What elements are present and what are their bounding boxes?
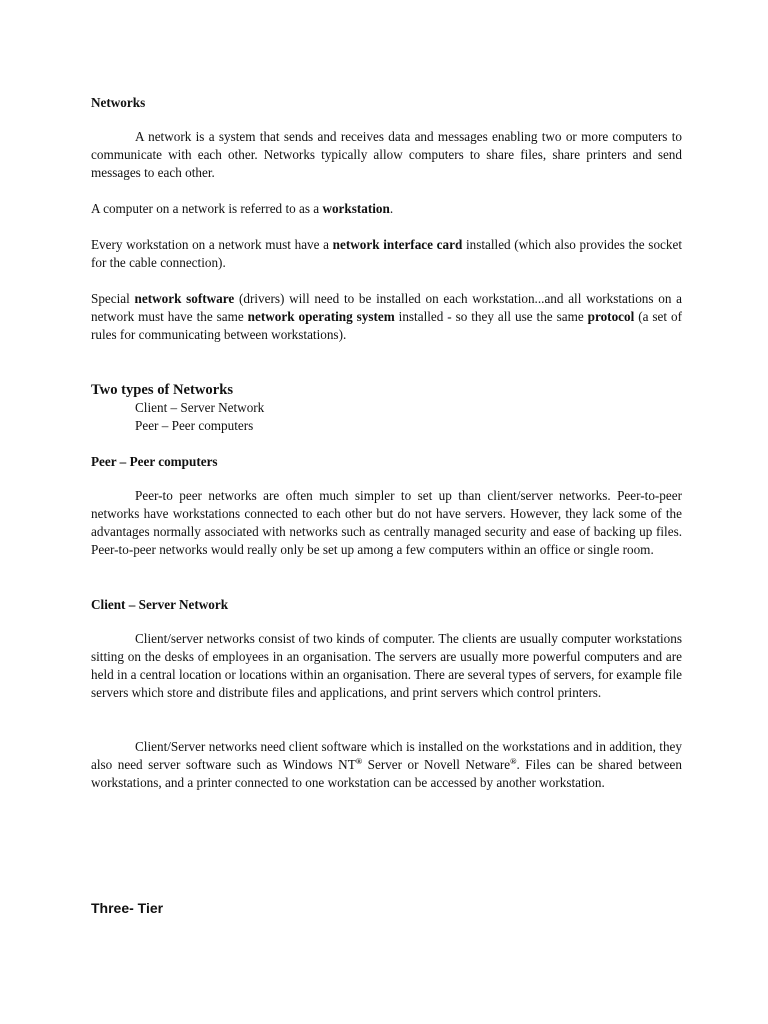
heading-peer: Peer – Peer computers	[91, 454, 218, 469]
peer-paragraph: Peer-to peer networks are often much simpler to set up than client/server networks. Peer-to-peer networks have workstations connected to each other but do not have servers. However, they lack some of the advantages normally associated with networks such as centrally managed security and ease of backing up files. Peer-to-peer networks would really only be set up among a few computers within an office or single room.	[91, 488, 682, 557]
heading-networks: Networks	[91, 95, 146, 110]
heading-client-server: Client – Server Network	[91, 597, 229, 612]
registered-mark: ®	[510, 756, 517, 766]
workstation-paragraph	[91, 200, 682, 218]
software-term-nos: network operating system	[247, 309, 395, 324]
software-paragraph	[91, 290, 682, 344]
heading-three-tier: Three- Tier	[91, 900, 164, 916]
cs2-text-2: Server or Novell Netware	[362, 757, 511, 772]
types-list-item: Peer – Peer computers	[135, 417, 254, 433]
workstation-term: workstation	[322, 201, 390, 216]
software-text-1: Special	[91, 291, 135, 306]
nic-term: network interface card	[332, 237, 463, 252]
nic-text-before: Every workstation on a network must have a	[91, 237, 333, 252]
nic-text-after: installed (which also provides the socket for the cable connection).	[91, 237, 683, 270]
workstation-text-before: A computer on a network is referred to as a	[91, 201, 323, 216]
cs2-text-3: . Files can be shared between workstations, and a printer connected to one workstation can be accessed by another workstation.	[91, 757, 683, 790]
heading-two-types: Two types of Networks	[91, 382, 234, 398]
intro-paragraph: A network is a system that sends and receives data and messages enabling two or more computers to communicate with each other. Networks typically allow computers to share files, share printers and send messages to each other.	[91, 129, 682, 180]
cs2-text-1: Client/Server networks need client software which is installed on the workstations and in addition, they also need server software such as Windows NT	[91, 739, 682, 772]
software-term-network-software: network software	[134, 291, 235, 306]
nic-paragraph	[91, 236, 682, 272]
software-text-3: installed - so they all use the same	[394, 309, 588, 324]
workstation-text-after: .	[389, 201, 394, 216]
client-server-paragraph-1: Client/server networks consist of two kinds of computer. The clients are usually computer workstations sitting on the desks of employees in an organisation. The servers are usually more powerful computers and are held in a central location or locations within an organisation. There are several types of servers, for example file servers which store and distribute files and applications, and print servers which control printers.	[91, 631, 682, 700]
client-server-paragraph-2	[91, 738, 682, 792]
software-term-protocol: protocol	[587, 309, 635, 324]
types-list-item: Client – Server Network	[135, 400, 265, 415]
registered-mark: ®	[355, 756, 363, 766]
software-text-4: (a set of rules for communicating between workstations).	[91, 309, 682, 342]
software-text-2: (drivers) will need to be installed on each workstation...and all workstations on a network must have the same	[91, 291, 682, 324]
types-list	[91, 399, 682, 434]
